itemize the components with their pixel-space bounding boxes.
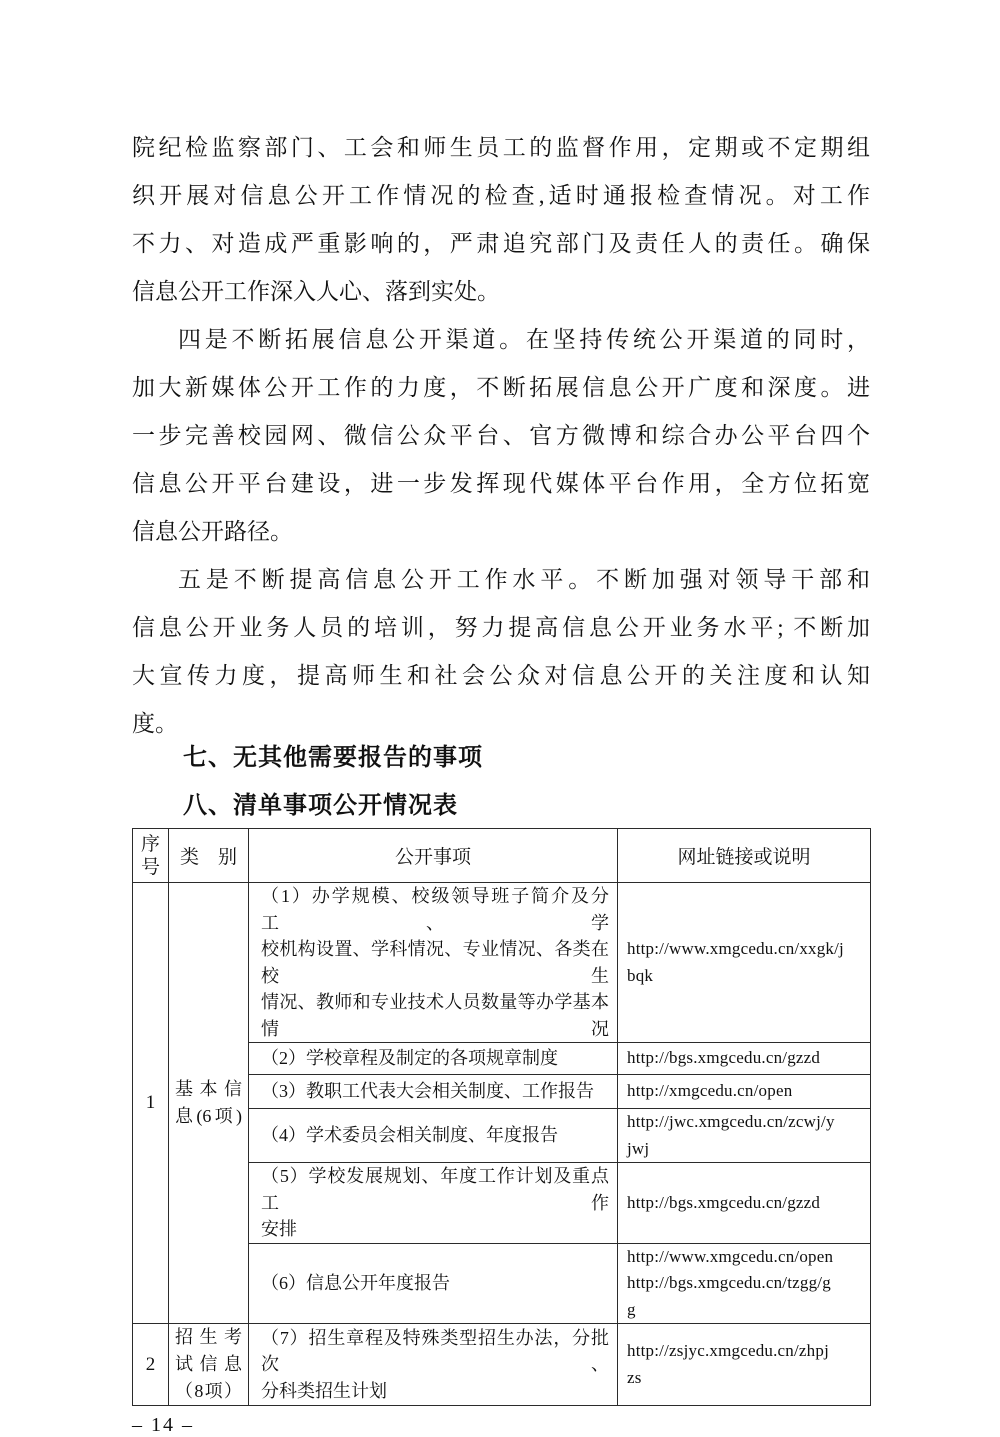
item-line: （5）学校发展规划、年度工作计划及重点工作 xyxy=(261,1166,609,1213)
body-line: 度。 xyxy=(132,711,178,736)
item-line: （3）教职工代表大会相关制度、工作报告 xyxy=(261,1081,594,1102)
category-line: 基本信 xyxy=(175,1079,242,1099)
body-line: 大宣传力度，提高师生和社会公众对信息公开的关注度和认知 xyxy=(132,663,870,688)
body-line: 信息公开工作深入人心、落到实处。 xyxy=(132,279,500,304)
url-line: bqk xyxy=(627,965,654,985)
disclosure-table xyxy=(132,828,871,1406)
body-line: 四是不断拓展信息公开渠道。在坚持传统公开渠道的同时， xyxy=(178,327,870,352)
category-cell xyxy=(169,883,249,1324)
body-line: 信息公开业务人员的培训，努力提高信息公开业务水平; 不断加 xyxy=(132,615,870,640)
url-cell xyxy=(618,1109,871,1163)
item-line: （1）办学规模、校级领导班子简介及分工、学 xyxy=(261,886,609,933)
body-line: 院纪检监察部门、工会和师生员工的监督作用，定期或不定期组 xyxy=(132,135,870,160)
page-number: – 14 – xyxy=(132,1414,194,1436)
item-line: 安排 xyxy=(261,1219,297,1239)
item-line: 校机构设置、学科情况、专业情况、各类在校生 xyxy=(261,939,609,986)
body-line: 信息公开平台建设，进一步发挥现代媒体平台作用，全方位拓宽 xyxy=(132,471,870,496)
url-line: http://bgs.xmgcedu.cn/gzzd xyxy=(627,1192,821,1212)
item-cell xyxy=(249,883,618,1043)
url-cell xyxy=(618,1075,871,1109)
url-cell xyxy=(618,1163,871,1244)
table-row xyxy=(133,1324,871,1406)
url-cell xyxy=(618,1324,871,1406)
url-line: http://bgs.xmgcedu.cn/tzgg/g xyxy=(627,1273,831,1292)
url-line: g xyxy=(627,1299,636,1319)
item-cell xyxy=(249,1109,618,1163)
url-line: http://www.xmgcedu.cn/open xyxy=(627,1246,834,1266)
url-line: http://www.xmgcedu.cn/xxgk/j xyxy=(627,939,844,958)
url-cell xyxy=(618,1243,871,1324)
section-heading-7: 七、无其他需要报告的事项 xyxy=(183,744,483,771)
item-cell xyxy=(249,1163,618,1244)
category-line: 试信息 xyxy=(175,1354,242,1374)
category-line: （8项） xyxy=(175,1381,242,1401)
url-cell xyxy=(618,1043,871,1075)
header-item: 公开事项 xyxy=(249,829,618,883)
item-line: 分科类招生计划 xyxy=(261,1380,387,1401)
page-content xyxy=(132,0,870,1437)
table-header-row xyxy=(133,829,871,883)
body-line: 加大新媒体公开工作的力度，不断拓展信息公开广度和深度。进 xyxy=(132,375,870,400)
item-cell xyxy=(249,1243,618,1324)
url-line: jwj xyxy=(627,1138,650,1158)
url-cell xyxy=(618,883,871,1043)
url-line: http://bgs.xmgcedu.cn/gzzd xyxy=(627,1048,821,1068)
item-line: （7）招生章程及特殊类型招生办法，分批次、 xyxy=(261,1327,609,1375)
item-line: （2）学校章程及制定的各项规章制度 xyxy=(261,1048,558,1069)
url-line: zs xyxy=(627,1367,642,1387)
body-line: 信息公开路径。 xyxy=(132,519,293,544)
body-line: 一步完善校园网、微信公众平台、官方微博和综合办公平台四个 xyxy=(132,423,870,448)
item-cell xyxy=(249,1043,618,1075)
category-cell xyxy=(169,1324,249,1406)
body-line: 五是不断提高信息公开工作水平。不断加强对领导干部和 xyxy=(178,567,870,592)
url-line: http://xmgcedu.cn/open xyxy=(627,1081,793,1101)
url-line: http://jwc.xmgcedu.cn/zcwj/y xyxy=(627,1112,835,1131)
body-line: 不力、对造成严重影响的，严肃追究部门及责任人的责任。确保 xyxy=(132,231,870,256)
section-heading-8: 八、清单事项公开情况表 xyxy=(183,792,458,819)
item-line: （4）学术委员会相关制度、年度报告 xyxy=(261,1125,558,1146)
item-line: （6）信息公开年度报告 xyxy=(261,1273,450,1293)
category-line: 息(6项) xyxy=(175,1106,242,1126)
item-cell xyxy=(249,1324,618,1406)
category-line: 招生考 xyxy=(175,1327,242,1347)
item-cell xyxy=(249,1075,618,1109)
url-line: http://zsjyc.xmgcedu.cn/zhpj xyxy=(627,1341,829,1360)
header-category: 类 别 xyxy=(169,829,249,883)
header-url: 网址链接或说明 xyxy=(618,829,871,883)
row-number-cell: 1 xyxy=(133,883,169,1324)
item-line: 情况、教师和专业技术人员数量等办学基本情况 xyxy=(261,992,609,1039)
body-line: 织开展对信息公开工作情况的检查,适时通报检查情况。对工作 xyxy=(132,183,870,208)
table-row xyxy=(133,883,871,1043)
header-no: 序号 xyxy=(133,829,169,883)
row-number-cell: 2 xyxy=(133,1324,169,1406)
